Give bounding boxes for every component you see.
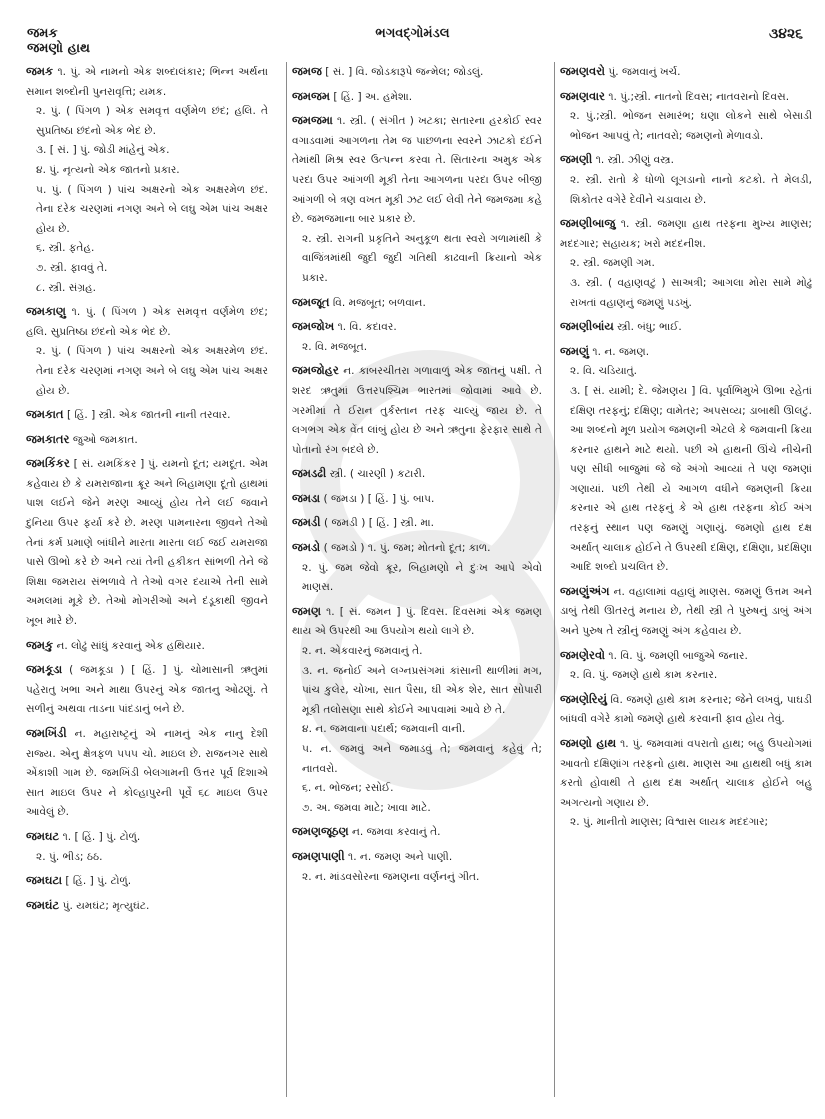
dictionary-entry: [26, 827, 268, 867]
entry-headword: જમકાત: [26, 407, 64, 422]
entry-headword: જમણવાર: [560, 88, 605, 103]
entry-headword: જમજ: [292, 64, 322, 78]
dictionary-entry: [292, 293, 542, 314]
entry-headword: જમણું: [560, 343, 590, 358]
dictionary-entry: [26, 454, 268, 631]
entry-sense: ૧. ન. જમણ.: [592, 345, 650, 358]
dictionary-entry: [26, 871, 268, 892]
entry-headword: જમણો હાથ: [560, 736, 617, 750]
entry-headword: જમણ: [292, 603, 322, 618]
entry-sense: ૨. પું. જમ જેવો ક્રૂર, બિહામણો ને દુઃખ આપે એવો માણસ.: [302, 561, 542, 594]
entry-headword: જમઘંટ: [26, 897, 60, 912]
dictionary-entry: [26, 62, 268, 298]
entry-sense: ૨. વિ. પું. જમણે હાથે કામ કરનાર.: [570, 669, 718, 682]
entry-sense: ૭. સ્ત્રી. ફાવવું તે.: [36, 261, 108, 274]
entry-headword: જમણજૂઠણ: [292, 824, 349, 839]
dictionary-entry: [560, 690, 812, 730]
column-divider-1: [286, 62, 287, 1097]
entry-sense: ૨. સ્ત્રી. રાતો કે ધોળો લૂગડાનો નાનો કટકો. તે મેલડી, શિકોતર વગેરે દેવીને ચડાવાય છે.: [570, 173, 812, 206]
entry-sense: ( જમડો ) ૧. પું. જમ; મોતનો દૂત; કાળ.: [323, 542, 491, 555]
entry-sense: ૧. પું.;સ્ત્રી. નાતનો દિવસ; નાતવરાનો દિવસ.: [608, 90, 790, 103]
entry-sense: ૩. [ સં. યામી; દે. જેમણય ] વિ. પૂર્વાભિમુખે ઊભા રહેતાં દક્ષિણ તરફનું; દક્ષિણ; વામેતર; અપસવ્ય; ડાબાથી ઊલટું. આ શબ્દનો મૂળ પ્રયોગ જમણની એટલે કે જમવાની ક્રિયા કરનાર હાથને માટે થયો. પછી એ હાથની ઊંચે નીચેની પણ સીધી બાજુમાં જે જે અંગો આવ્યાં તે પણ જમણાં ગણાયાં. પછી તેથી યે આગળ વધીને જમણની ક્રિયા કરનાર એ હાથ તરફનું કે એ હાથ તરફના કોઈ અંગ તરફનું સ્થાન પણ જમણું ગણાયું. જમણો હાથ દક્ષ અર્થાત્ ચાલાક હોઈને તે ઉપરથી દક્ષિણ, દક્ષિણા, પ્રદક્ષિણા આદિ શબ્દો પ્રચલિત છે.: [570, 384, 812, 574]
dictionary-entry: [292, 361, 542, 460]
dictionary-entry: [26, 302, 268, 401]
dictionary-entry: [292, 62, 542, 83]
entry-headword: જમડઢી: [292, 466, 327, 481]
entry-headword: જમણીબાંય: [560, 319, 614, 334]
entry-sense: [ હિં. ] અ. હમેશા.: [333, 90, 413, 103]
entry-sense: ૨. ન. એકવારનું જમવાનું તે.: [302, 645, 423, 658]
entry-sense: ૬. સ્ત્રી. ફતેહ.: [36, 242, 95, 255]
entry-headword: જમકુ: [26, 637, 54, 652]
entry-headword: જમકૂડા: [26, 662, 63, 677]
entry-headword: જમણપાણી: [292, 848, 345, 863]
entry-sense: ૨. સ્ત્રી. જમણી ગમ.: [570, 257, 655, 270]
dictionary-entry: [26, 896, 268, 917]
entry-sense: ૭. અ. જમવા માટે; ખાવા માટે.: [302, 801, 431, 814]
guideword-bottom: જમણો હાથ: [27, 41, 90, 56]
entry-sense: ૨. પું. ભીડ; ઠઠ.: [36, 850, 103, 863]
entry-sense: ન. લોઢું સાંધું કરવાનું એક હથિયાર.: [56, 639, 205, 652]
entry-headword: જમક: [26, 64, 54, 78]
entry-sense: જુઓ જમકાત.: [72, 433, 138, 446]
dictionary-entry: [560, 582, 812, 642]
entry-sense: ૧. [ સં. જમન ] પું. દિવસ. દિવસમાં એક જમણ થાય એ ઉપરથી આ ઉપયોગ થયો લાગે છે.: [292, 605, 542, 638]
page-number: ૩૪૨૬: [768, 26, 803, 42]
entry-sense: ૨. પું.;સ્ત્રી. ભોજન સમારંભ; ઘણા લોકને સાથે બેસાડી ભોજન આપવું તે; નાતવરો; જમણનો મેળાવડો.: [570, 110, 812, 142]
entry-sense: [ હિં. ] સ્ત્રી. એક જાતની નાની તરવાર.: [66, 409, 231, 422]
entry-sense: ૨. પું. માનીતો માણસ; વિશ્વાસ લાયક મદદગાર;: [570, 816, 769, 829]
dictionary-entry: [292, 847, 542, 887]
entry-sense: ૫. પું. ( પિંગળ ) પાંચ અક્ષરનો એક અક્ષરમેળ છંદ. તેના દરેક ચરણમાં નગણ અને બે લઘુ એમ પાંચ અક્ષર હોય છે.: [36, 183, 268, 235]
entry-sense: ૨. વિ. મજબૂત.: [302, 340, 368, 353]
entry-sense: ૩. [ સં. ] પું. જોડી માંહેનું એક.: [36, 144, 170, 157]
entry-sense: ૧. પું. જમવામાં વપરાતો હાથ; બહુ ઉપયોગમાં આવતો દક્ષિણાંગ તરફનો હાથ. માણસ આ હાથથી બધું કામ કરતો હોવાથી તે હાથ દક્ષ અર્થાત્ ચાલાક હોઈને બહુ અગત્યનો ગણાય છે.: [560, 738, 813, 809]
dictionary-entry: [560, 317, 812, 338]
entry-headword: જમજોખ: [292, 319, 335, 334]
entry-sense: ૪. પું. નૃત્યનો એક જાતનો પ્રકાર.: [36, 163, 180, 176]
column-divider-2: [554, 62, 555, 1097]
dictionary-entry: [26, 430, 268, 451]
running-title: ભગવદ્ગોમંડલ: [375, 26, 450, 41]
entry-headword: જમકાણુ: [26, 304, 66, 319]
entry-sense: ૧. પું. એ નામનો એક શબ્દાલંકાર; ભિન્ન અર્થના સમાન શબ્દોની પુનરાવૃત્તિ; યમક.: [26, 66, 268, 98]
dictionary-entry: [292, 464, 542, 485]
entry-sense: ૮. સ્ત્રી. સંગ્રહ.: [36, 281, 96, 294]
entry-sense: ૧. સ્ત્રી. ( સંગીત ) ખટકા; સતારના હરકોઈ સ્વર વગાડવામાં આગળના તેમ જ પાછળના સ્વરને ઝાટકો દઈને તેમાંથી મિશ્ર સ્વર ઉત્પન્ન કરવા તે. સિતારના અમુક એક પરદા ઉપર આંગળી મૂકી તેના આગળના પરદા ઉપર બીજી આંગળી બે ત્રણ વખત મૂકી ઝટ લઈ લેવી તેને જમજમા કહે છે. જમજમાના બાર પ્રકાર છે.: [292, 115, 542, 226]
entry-headword: જમડી: [292, 515, 321, 530]
entry-sense: સ્ત્રી. ( ચારણી ) કટારી.: [329, 468, 426, 481]
guideword-top: જમક: [27, 26, 58, 41]
entry-sense: ૨. પું. ( પિંગળ ) પાંચ અક્ષરનો એક અક્ષરમેળ છંદ. તેના દરેક ચરણમાં નગણ અને બે લઘુ એમ પાંચ અક્ષર હોય છે.: [36, 345, 268, 397]
column-2: [292, 62, 542, 891]
dictionary-entry: [292, 538, 542, 598]
dictionary-entry: [292, 822, 542, 843]
entry-headword: જમણેરવો: [560, 647, 606, 662]
dictionary-entry: [292, 513, 542, 534]
page-header: [0, 0, 825, 60]
entry-headword: જમકિંકર: [26, 456, 70, 471]
entry-headword: જમજમ: [292, 88, 330, 103]
dictionary-entry: [560, 214, 812, 313]
entry-sense: ૩. ન. જનોઈ અને લગ્નપ્રસંગમાં કાંસાની થાળીમાં મગ, પાંચ કુલેર, ચોખા, સાત પૈસા, ઘી એક શેર, સાત સોપારી મૂકી તલોસણા સાથે કોઈને આપવામાં આવે છે તે.: [302, 664, 542, 716]
dictionary-entry: [26, 405, 268, 426]
entry-sense: ૨. ન. માંડવસોરના જમણના વર્ણનનું ગીત.: [302, 870, 480, 883]
entry-sense: ન. જમવા કરવાનું તે.: [352, 826, 441, 839]
entry-sense: વિ. જમણે હાથે કામ કરનાર; જેને લખવું, પાઘડી બાંધવી વગેરે કામો જમણે હાથે કરવાની ફાવ હોય તેવું.: [560, 693, 812, 726]
dictionary-entry: [292, 602, 542, 819]
entry-headword: જમણીબાજુ: [560, 216, 616, 231]
entry-headword: જમડો: [292, 540, 321, 555]
entry-sense: સ્ત્રી. બંધુ; ભાઈ.: [617, 321, 682, 334]
entry-sense: ( જમડી ) [ હિં. ] સ્ત્રી. મા.: [323, 517, 435, 530]
entry-headword: જમજૂત: [292, 294, 330, 309]
entry-sense: ૧. સ્ત્રી. ઝીણું વસ્ત્ર.: [595, 154, 674, 167]
entry-sense: ( જમડા ) [ હિં. ] પું. બાપ.: [323, 492, 435, 505]
entry-headword: જમખિંડી: [26, 726, 67, 740]
entry-sense: ૧. સ્ત્રી. જમણા હાથ તરફના મુખ્ય માણસ; મદદગાર; સહાયક; ખરો મદદનીશ.: [560, 218, 812, 250]
entry-sense: ૧. વિ. કદાવર.: [337, 321, 397, 334]
dictionary-entry: [292, 111, 542, 288]
entry-sense: ૧. [ હિં. ] પું. ટોળું.: [62, 830, 141, 843]
dictionary-entry: [560, 646, 812, 686]
entry-sense: [ સં. યમકિંકર ] પું. યમનો દૂત; યમદૂત. એમ કહેવાય છે કે યમરાજાના ક્રૂર અને બિહામણા દૂતો હાથમાં પાશ લઈને જેને મરણ આવ્યું હોય તેને લઈ જવાને દુનિયા ઉપર ફર્યા કરે છે. મરણ પામનારના જીવને તેઓ તેનાં કર્મ પ્રમાણે બાંધીને મારતા મારતા લઈ જઈ યમરાજા પાસે ઊભો કરે છે અને ત્યાં તેની હકીકત સાંભળી તેને જે શિક્ષા જમરાય સંભળાવે તે તેઓ વગર દયાએ તેની સામે અમલમાં મૂકે છે. તેઓ મોગરીઓ અને દંડૂકાથી જીવને ખૂબ મારે છે.: [26, 458, 268, 628]
entry-headword: જમડા: [292, 490, 321, 505]
entry-sense: વિ. મજબૂત; બળવાન.: [332, 296, 426, 309]
entry-sense: ૨. વિ. ચડિયાતું.: [570, 365, 638, 378]
entry-headword: જમજોહર: [292, 363, 339, 378]
entry-sense: ૪. ન. જમવાના પદાર્થ; જમવાની વાની.: [302, 723, 466, 736]
entry-sense: ન. કાબરચીતરા ગળાવાળું એક જાતનું પક્ષી. તે શરદ ઋતુમાં ઉત્તરપશ્ચિમ ભારતમાં જોવામાં આવે છે. ગરમીમાં તે ઈરાન તુર્કસ્તાન તરફ ચાલ્યું જાય છે. તે લગભગ એક વેંત લાંબું હોય છે અને ઋતુના ફેરફાર સાથે તે પોતાનો રંગ બદલે છે.: [292, 365, 542, 456]
entry-headword: જમણુંઅંગ: [560, 583, 610, 598]
entry-sense: ન. મહારાષ્ટ્રનું એ નામનું એક નાનુ દેશી રાજ્ય. એનુ ક્ષેત્રફળ ૫૫૫ ચો. માઇલ છે. રાજનગર સાથે એંકાશી ગામ છે. જમખિંડી બેલગામની ઉત્તર પૂર્વ દિશાએ સાત માઇલ ઉપર ને કોલ્હાપુરની પૂર્વે ૬૮ માઇલ ઉપર આવેલું છે.: [26, 728, 268, 819]
entry-headword: જમજમા: [292, 113, 333, 128]
entry-sense: ૨. પું. ( પિંગળ ) એક સમવૃત્ત વર્ણમેળ છંદ; હલિ. તે સુપ્રતિષ્ઠા છંદનો એક ભેદ છે.: [36, 105, 268, 137]
entry-sense: [ હિં. ] પું. ટોળું.: [65, 875, 132, 888]
dictionary-entry: [26, 724, 268, 823]
entry-sense: ( જમકૂડા ) [ હિં. ] પું. ચોમાસાની ઋતુમાં પહેરાતુ ખભા અને માથા ઉપરનું એક જાતનુ ઓઢણું. તે સળીનું અથવા તાડના પાંદડાનું બને છે.: [26, 664, 268, 716]
column-3: [560, 62, 812, 837]
entry-sense: પું. જમવાનું ખર્ચ.: [608, 66, 681, 78]
entry-sense: ૬. ન. ભોજન; રસોઈ.: [302, 782, 394, 795]
dictionary-entry: [292, 87, 542, 108]
dictionary-entry: [560, 342, 812, 578]
entry-sense: ૩. સ્ત્રી. ( વહાણવટું ) સાઅત્રી; આગલા મોરા સામે મોઢું રાખતાં વહાણનું જમણું પડખું.: [570, 276, 812, 309]
dictionary-entry: [560, 87, 812, 147]
dictionary-entry: [26, 660, 268, 720]
dictionary-entry: [560, 62, 812, 83]
entry-sense: ૧. પું. ( પિંગળ ) એક સમવૃત્ત વર્ણમેળ છંદ; હલિ. સુપ્રતિષ્ઠા છંદનો એક ભેદ છે.: [26, 306, 268, 338]
entry-sense: [ સં. ] વિ. જોડકારૂપે જન્મેલ; જોડલું.: [325, 66, 484, 78]
entry-headword: જમકાતર: [26, 431, 70, 446]
entry-headword: જમઘટ: [26, 828, 60, 843]
entry-sense: ન. વહાલામાં વહાલું માણસ. જમણું ઉત્તમ અને ડાબું તેથી ઊતરતું મનાય છે, તેથી સ્ત્રી તે પુરુષનું ડાબું અંગ અને પુરુષ તે સ્ત્રીનું જમણું અંગ કહેવાય છે.: [560, 585, 812, 638]
entry-sense: ૨. સ્ત્રી. રાગની પ્રકૃતિને અનુકૂળ થતા સ્વરો ગળામાંથી કે વાજિંત્રમાંથી જુદી જુદી ગતિથી કાઢવાની ક્રિયાનો એક પ્રકાર.: [302, 232, 542, 284]
dictionary-entry: [560, 734, 812, 833]
entry-headword: જમઘટા: [26, 873, 63, 888]
dictionary-entry: [292, 489, 542, 510]
entry-sense: ૧. ન. જમણ અને પાણી.: [348, 850, 453, 863]
dictionary-entry: [292, 317, 542, 357]
dictionary-entry: [560, 150, 812, 210]
column-1: [26, 62, 268, 920]
entry-headword: જમણવરો: [560, 64, 606, 78]
entry-headword: જમણેરિયું: [560, 691, 607, 706]
dictionary-entry: [26, 636, 268, 657]
entry-headword: જમણી: [560, 152, 593, 167]
entry-sense: ૫. ન. જમવું અને જમાડવું તે; જમવાનું કહેવું તે; નાતવરો.: [302, 743, 542, 775]
entry-sense: પું. યમઘંટ; મૃત્યુઘંટ.: [62, 899, 150, 912]
entry-sense: ૧. વિ. પું. જમણી બાજુએ જનાર.: [608, 649, 748, 662]
